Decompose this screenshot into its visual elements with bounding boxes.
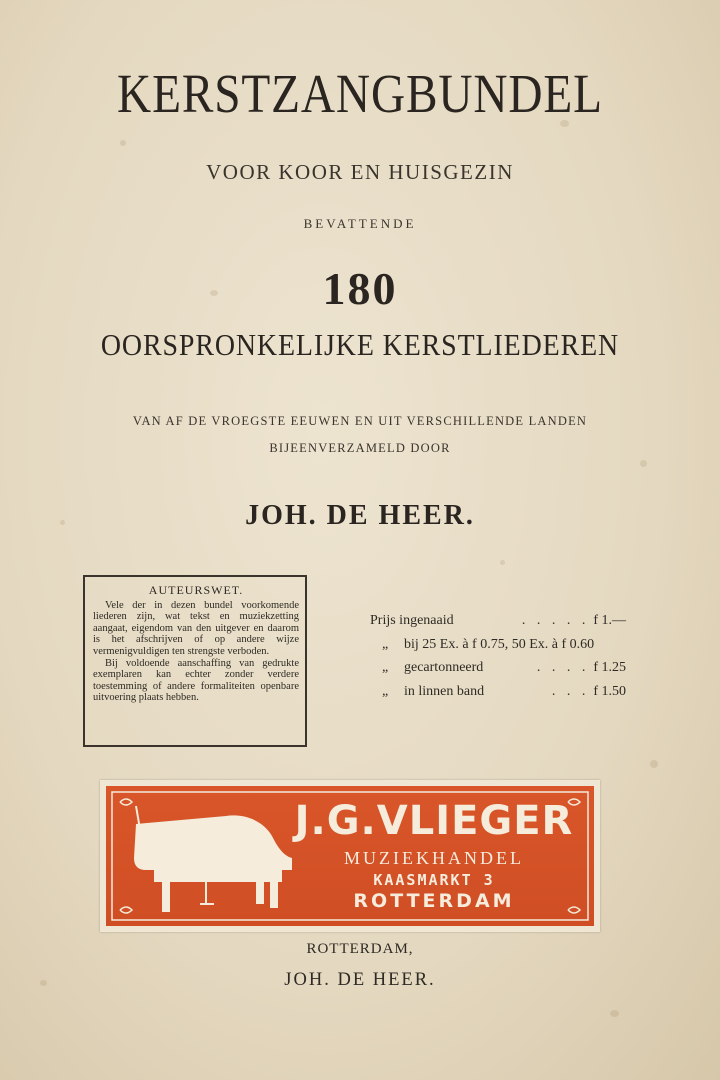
song-count: 180 <box>322 263 398 314</box>
price-leader-dots <box>618 633 626 657</box>
stamp-panel <box>106 786 594 926</box>
price-row <box>370 609 626 633</box>
author-name: JOH. DE HEER. <box>245 500 475 531</box>
copyright-paragraph-2: Bij voldoende aanschaffing van gedrukte exemplaren kan echter zonder verdere toestemming of andere formaliteiten openbare uitvoering plaats hebben. <box>93 657 299 704</box>
imprint-publisher: JOH. DE HEER. <box>284 970 436 990</box>
copyright-notice-box <box>83 575 307 747</box>
price-value: f 1.25 <box>593 660 626 675</box>
stamp-street-address: KAASMARKT 3 <box>373 871 495 889</box>
price-ditto-mark: „ <box>382 683 389 699</box>
stamp-city: ROTTERDAM <box>353 890 515 912</box>
price-leader-dots: . . . . . <box>521 613 590 628</box>
price-ditto-mark: „ <box>382 636 389 652</box>
bookseller-stamp <box>100 780 600 932</box>
price-label: Prijs ingenaaid <box>370 613 454 628</box>
book-title: KERSTZANGBUNDEL <box>117 63 603 124</box>
price-value: f 1.50 <box>593 683 626 699</box>
copyright-heading: AUTEURSWET. <box>148 583 244 597</box>
price-label: in linnen band <box>404 683 485 699</box>
price-label: gecartonneerd <box>404 660 484 675</box>
price-row <box>370 656 626 680</box>
price-leader-dots: . . . <box>551 683 590 699</box>
price-row <box>370 633 626 657</box>
stamp-shop-type: MUZIEKHANDEL <box>344 848 524 868</box>
price-value: f 1.— <box>593 613 626 628</box>
price-leader-dots: . . . . <box>536 660 590 675</box>
price-label: bij 25 Ex. à f 0.75, 50 Ex. à f 0.60 <box>404 636 595 652</box>
containing-label: BEVATTENDE <box>303 216 417 231</box>
stamp-shop-name: J.G.VLIEGER <box>294 798 574 844</box>
origin-line-2: BIJEENVERZAMELD DOOR <box>269 441 451 455</box>
songs-heading: OORSPRONKELIJKE KERSTLIEDEREN <box>100 327 620 362</box>
price-list <box>370 609 626 703</box>
book-subtitle: VOOR KOOR EN HUISGEZIN <box>206 160 514 184</box>
origin-line-1: VAN AF DE VROEGSTE EEUWEN EN UIT VERSCHILLENDE LANDEN <box>132 414 588 428</box>
price-row <box>370 680 626 704</box>
price-ditto-mark: „ <box>382 660 389 675</box>
copyright-paragraph-1: Vele der in dezen bundel voorkomende liederen zijn, wat tekst en muziekzetting aangaat, eigendom van den uitgever en daarom is het afschrijven of op andere wijze vermenigvuldigen ten strengste verboden. <box>93 599 299 657</box>
imprint-place: ROTTERDAM, <box>306 941 414 957</box>
